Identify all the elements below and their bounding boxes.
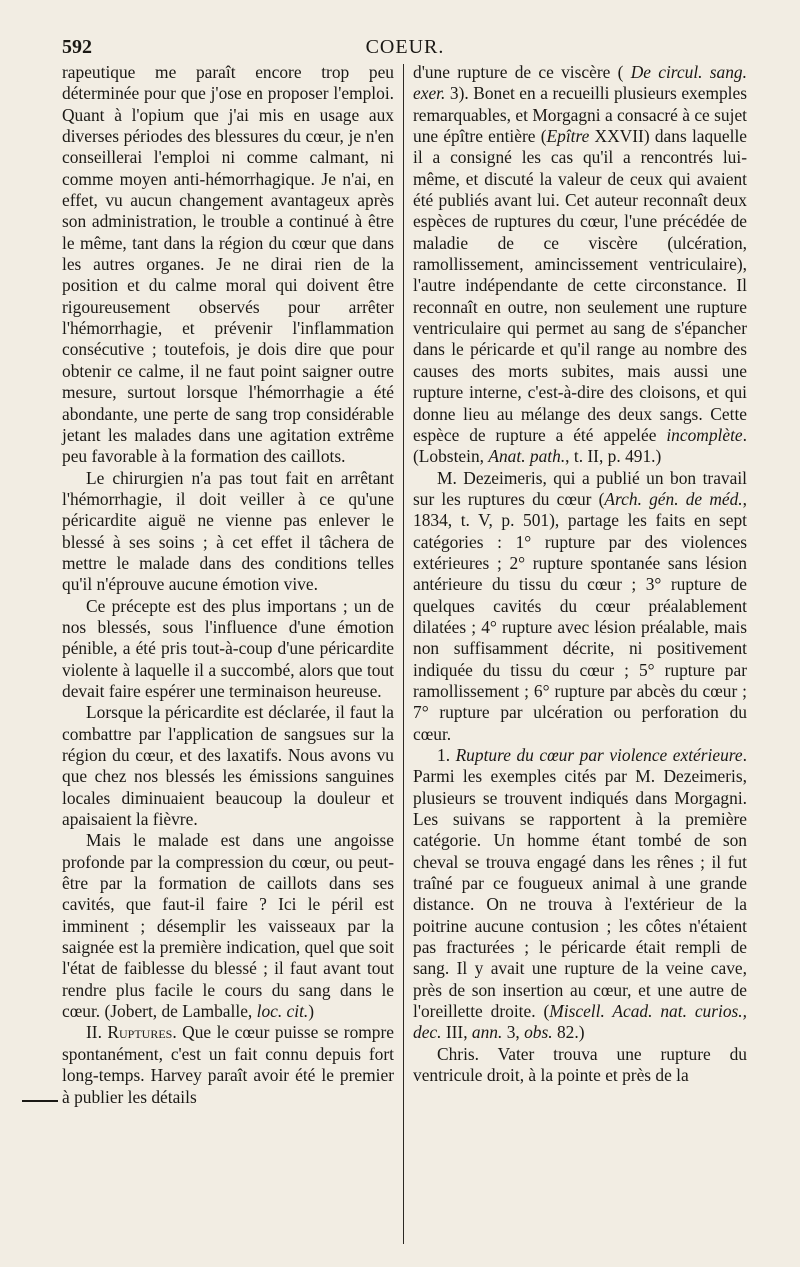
paragraph: M. Dezeimeris, qui a publié un bon travail sur les ruptures du cœur (Arch. gén. de méd., 1834, t. V, p. 501), partage les faits en sept catégories : 1° rupture par des violences extérieures ; 2° rupture spontanée sans lésion antérieure du tissu du cœur ; 3° rupture de quelques cavités du cœur préalablement dilatées ; 4° rupture avec lésion préalable, mais non suffisamment décrite, ni positivement indiquée du tissu du cœur ; 5° rupture par ramollissement ; 6° rupture par abcès du cœur ; 7° rupture par ulcération ou perforation du cœur.: [413, 467, 747, 744]
subsection-heading: Rupture du cœur par violence extérieure: [455, 745, 743, 765]
paragraph: Le chirurgien n'a pas tout fait en arrêtant l'hémorrhagie, il doit veiller à ce qu'une péricardite aiguë ne vienne pas enlever le blessé à ses soins ; à cet effet il tâchera de mettre le malade dans des conditions telles qu'il n'éprouve aucune émotion vive.: [62, 467, 394, 595]
section-heading: Ruptures: [107, 1022, 173, 1043]
paragraph: rapeutique me paraît encore trop peu déterminée pour que j'ose en proposer l'emploi. Quant à l'opium que j'ai mis en usage aux diverses périodes des blessures du cœur, je n'en conseillerai l'emploi ni comme calmant, ni comme moyen anti-hémorrhagique. Je n'ai, en effet, vu aucun changement avantageux après son administration, le trouble a continué à être le même, tant dans la région du cœur que dans les autres organes. Je ne dirai rien de la position et du calme moral qui doivent être rigoureusement observés pour arrêter l'hémorrhagie, et prévenir l'inflammation consécutive ; toutefois, je dois dire que pour obtenir ce calme, il ne faut point saigner outre mesure, surtout lorsque l'hémorrhagie a été abondante, une perte de sang trop considérable jetant les malades dans une agitation extrême peu favorable à la formation des caillots.: [62, 62, 394, 467]
section-paragraph-ruptures: II. Ruptures. Que le cœur puisse se rompre spontanément, c'est un fait connu depuis fort long-temps. Harvey paraît avoir été le premier à publier les détails: [62, 1022, 394, 1107]
paragraph: d'une rupture de ce viscère ( De circul. sang. exer. 3). Bonet en a recueilli plusieurs exemples remarquables, et Morgagni a consacré à ce sujet une épître entière (Epître XXVII) dans laquelle il a consigné les cas qu'il a rencontrés lui-même, et discuté la valeur de ceux qui avaient été publiés avant lui. Cet auteur reconnaît deux espèces de ruptures du cœur, l'une précédée de maladie de ce viscère (ulcération, ramollissement, amincissement ventriculaire), l'autre indépendante de cette circonstance. Il reconnaît en outre, non seulement une rupture ventriculaire qui permet au sang de s'épancher dans le péricarde et qu'il range au nombre des causes des morts subites, mais aussi une rupture interne, c'est-à-dire des cloisons, et qui donne lieu au mélange des deux sangs. Cette espèce de rupture a été appelée incomplète. (Lobstein, Anat. path., t. II, p. 491.): [413, 62, 747, 467]
running-title: COEUR.: [365, 36, 445, 58]
paragraph: Mais le malade est dans une angoisse profonde par la compression du cœur, ou peut-être par la formation de caillots dans ses cavités, que faut-il faire ? Ici le péril est imminent ; désemplir les vaisseaux par la saignée est la première indication, quel que soit l'état de faiblesse du blessé ; il faut avant tout rendre plus facile le cours du sang dans le cœur. (Jobert, de Lamballe, loc. cit.): [62, 830, 394, 1022]
left-column: [62, 62, 394, 1108]
paragraph: Ce précepte est des plus importans ; un de nos blessés, sous l'influence d'une émotion pénible, a été pris tout-à-coup d'une péricardite violente à laquelle il a succombé, alors que tout devait faire espérer une terminaison heureuse.: [62, 595, 394, 701]
page-number: 592: [62, 36, 92, 58]
paragraph: Chris. Vater trouva une rupture du ventricule droit, à la pointe et près de la: [413, 1043, 747, 1086]
paragraph: Lorsque la péricardite est déclarée, il faut la combattre par l'application de sangsues sur la région du cœur, et des laxatifs. Nous avons vu que chez nos blessés les émissions sanguines locales diminuaient beaucoup la douleur et apaisaient la fièvre.: [62, 702, 394, 830]
right-column: [413, 62, 747, 1087]
page-header: [62, 36, 748, 62]
paragraph: 1. Rupture du cœur par violence extérieure. Parmi les exemples cités par M. Dezeimeris, plusieurs se trouvent indiqués dans Morgagni. Les suivans se rapportent à la première catégorie. Un homme étant tombé de son cheval se trouva engagé dans les rênes ; il fut traîné par ce fougueux animal à une grande distance. On ne trouva à l'extérieur de la poitrine aucune contusion ; les côtes n'étaient pas fracturées ; le péricarde était rempli de sang. Il y avait une rupture de la veine cave, près de son insertion au cœur, et une autre de l'oreillette droite. (Miscell. Acad. nat. curios., dec. III, ann. 3, obs. 82.): [413, 745, 747, 1043]
margin-dash-mark: [22, 1100, 58, 1102]
column-divider: [403, 64, 404, 1244]
